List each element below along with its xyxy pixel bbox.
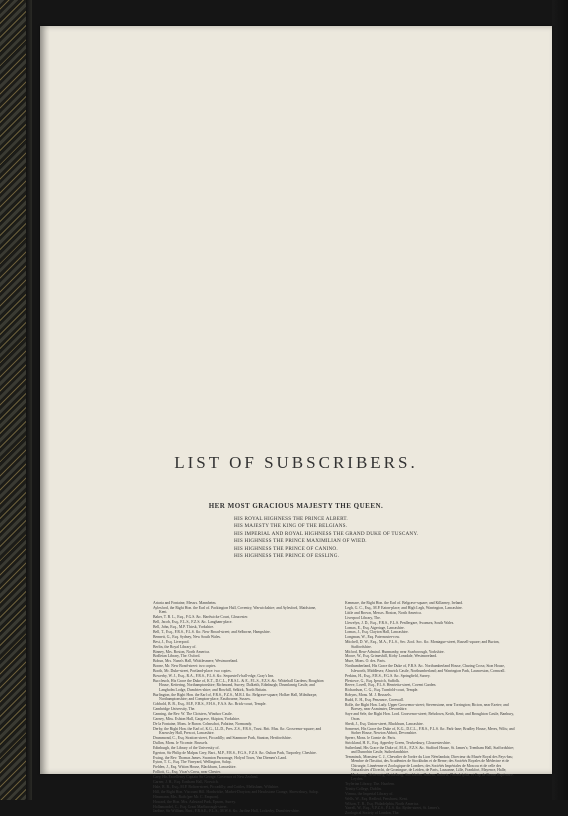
subscriber-entry: Northumberland, His Grace the Duke of, F.R.S. &c. Northumberland House, Charing Cross; Sion House, Isleworth, Middlesex; Alnwick Castle, Northumberland; and Warrington Park, Launceston, Cornwall.: [345, 664, 506, 673]
subscriber-entry: Sutherland, His Grace the Duke of, M.A., F.Z.S. &c. Stafford House, St. James's; Trentham Hall, Staffordshire; and Dunrobin Castle, Sutherlandshire.: [345, 745, 515, 755]
subscriber-entry: Hale, R. B., Esq., M.P. Bolton-street, Piccadilly; and Cottles, Melksham, Wiltshire.: [153, 784, 280, 789]
subscriber-entry: Robyns, Mons. M. J. Brussels.: [345, 693, 392, 698]
subscriber-entry: Richardson, C. G., Esq. Turnfold-court, Temple.: [345, 688, 419, 693]
subscriber-entry: Perkins, H., Esq., F.R.S., F.G.S. &c. Springfield, Surrey.: [345, 673, 431, 678]
royal-subscriber: HIS HIGHNESS THE PRINCE OF ESSLING.: [234, 553, 340, 560]
subscriber-entry: Bell, Jacob, Esq., F.L.S., F.Z.S. &c. Langham-place.: [153, 620, 233, 625]
subscriber-entry: Little and Brown, Messrs. Boston, North America.: [345, 610, 422, 615]
subscriber-entry: Moore, W., Esq. Grimeshill, Kirby Lonsdale, Westmoreland.: [345, 654, 438, 659]
subscriber-entry: Lomax, J., Esq. Clayton Hall, Lancashire.: [345, 630, 409, 635]
subscriber-entry: Rudd, E. H., Esq. Penzance, Cornwall.: [345, 698, 404, 703]
subscriber-entry: Temminck, Monsieur C. J., Chevalier de l'ordre du Lion Néerlandais; Directeur du Musée Royal des Pays-bas; Membre de l'Institut, des Académies de Stockholm et de Berne; des Sociétés Royales de Médecine et de Chirurgie, Linnéenne et Zoologique de Londres; des Sociétés Impériales de Moscou et de celle des Naturalistes d'Utrecht, de Groningue, de Leiden, de Paris, Lausanne, Lille, Frankfort, Mayence, Halle, Marbourg, Wetteravig, Heidelberg, Stockholm, Harlem, Batavia, Philadelphia, et Cap de Bonne Espérance. Leyden.: [345, 755, 514, 782]
subscriber-entry: Vienna, the Imperial Library of.: [345, 791, 394, 796]
subscriber-entry: Reeve, Lovell, Esq., F.L.S. Henrietta-street, Covent Garden.: [345, 683, 437, 688]
subscriber-entry: Wilson, T. B., Esq. Philadelphia, North America.: [345, 801, 420, 806]
subscriber-entry: Derby, the Right Hon. the Earl of, K.G., LL.D., Pres. Z.S., F.R.S., Trust. Brit. Mus. &c. Grosvenor-square; and Knowsley Hall, Prescot, Lancashire.: [153, 726, 322, 735]
subscriber-entry: Hinsmann, Mrs. Bath (per Mr. C. Empson).: [153, 794, 220, 799]
subscriber-entry: Egerton, Sir Philip de Malpas Grey, Bart., M.P., F.R.S., F.G.S., F.Z.S. &c. Oulton Park, Tarporley, Cheshire.: [153, 750, 317, 755]
royal-subscriber: HIS ROYAL HIGHNESS THE PRINCE ALBERT.: [234, 516, 348, 522]
subscriber-entry: Dullon, Mons. le Vicomte. Brussels.: [153, 740, 209, 745]
subscriber-entry: Yarrell, W., Esq., V.P.Z.S., F.L.S. &c. Ryder-street, St. James's.: [345, 806, 441, 811]
subscriber-entry: Folliott, G., Esq. Vicar's Cross, near Chester.: [153, 770, 221, 775]
subscriber-entry: Hill, the Right Hon. Viscount Hill. Hardwicke, Market-Drayton; and Hawkstone Grange, Shrewsbury, Salop.: [153, 789, 319, 794]
subscriber-entry: Liverpool Library, The.: [345, 615, 381, 620]
subscribers-column-left: [153, 601, 325, 814]
subscriber-entry: Carney, Miss. Eshton Hall, Gargrave, Skipton, Yorkshire.: [153, 716, 241, 721]
subscriber-entry: Garner, J. H., Esq. Eastham Hall, Norwich.: [153, 780, 219, 785]
subscriber-entry: Canning, the Rev. W. The Cloisters, Windsor Castle.: [153, 711, 233, 716]
subscriber-entry: Howard, the Hon. Mrs. Ashstead Park, Epsom, Surrey.: [153, 799, 236, 804]
subscriber-entry: Speerr, Mons. le Comte de. Paris.: [345, 735, 396, 740]
subscriber-entry: Somerset, His Grace the Duke of, K.G., D.C.L., F.R.S., F.L.S. &c. Park-lane; Bradley House, Meres, Wilts; and Stober House, Newton Abbott, Devonshire.: [345, 726, 515, 735]
subscribers-column-right: [345, 601, 517, 816]
subscriber-entry: Wells, W., Esq. Redleaf, Penshurst, Kent.: [345, 796, 408, 801]
page-title: LIST OF SUBSCRIBERS.: [174, 453, 418, 472]
royal-subscriber: HIS HIGHNESS THE PRINCE OF CANINO.: [234, 545, 338, 552]
page-fold-shadow: [40, 26, 50, 774]
subscriber-entry: Berlin, the Royal Library of.: [153, 644, 197, 649]
subscriber-entry: Longman, W., Esq. Paternoster-row.: [345, 635, 400, 640]
subscriber-entry: Teylerian Library, The. Haarlem.: [345, 781, 396, 786]
subscriber-entry: Booth, Mr. Duke-street, Portland-place: two copies.: [153, 669, 232, 674]
subscriber-entry: Zoological Society of London, The.: [345, 811, 400, 816]
subscriber-entry: Aylesford, the Right Hon. the Earl of. Packington Hall, Coventry, Warwickshire; and Aylesford, Maidstone, Kent.: [153, 605, 317, 615]
subscriber-entry: Edinburgh, the Library of the University of.: [153, 745, 220, 750]
subscriber-entry: Buccleuch, His Grace the Duke of, K.T., D.C.L., F.R.S.L. & E., F.L.S., F.Z.S. &c. Whitehall Gardens; Boughton House, Kettering, Northamptonshire; Richmond, Surrey; Dalkeith, Edinburgh; Drumlanrig Castle, and Langholm Lodge, Dumfries-shire; and Bowhill, Selkirk, North Britain.: [153, 679, 324, 692]
subscriber-entry: Bowerby, W. J., Esq., R.A., F.R.S., F.L.S. &c. Sequestel's-hall-edge, Gray's Inn.: [153, 674, 275, 679]
subscriber-entry: Trinity College, Dublin.: [345, 786, 382, 791]
subscriber-entry: Bell, John, Esq., M.P. Thirsk, Yorkshire.: [153, 625, 215, 630]
subscriber-entry: Lomax, E., Esq. Aigeriage, Lancashire.: [345, 625, 405, 630]
subscriber-entry: Drummond, C., Esq. Stratton-street, Piccadilly; and Stanmore Park, Stanton, Hertfordshire.: [153, 735, 292, 740]
royal-subscribers-list: [234, 516, 418, 560]
subscriber-entry: Hollamondel, C., Esq. Great Marlborough-street.: [153, 804, 228, 809]
subscriber-entry: Boone, Mr. New Bond-street: two copies.: [153, 664, 217, 669]
subscriber-entry: Jardine, Sir William, Bart., F.R.S.E., F.L.S., M.W.S. &c. Jardine Hall, Lockerby, Dumfries-shire.: [153, 809, 300, 814]
subscriber-entry: Llewelyn, J. D., Esq., F.R.S., F.L.S. Penllergare, Swansea, South Wales.: [345, 620, 455, 625]
book-page: [40, 26, 552, 816]
book-binding: [0, 0, 32, 800]
subscriber-entry: Mitchell, D. W., Esq., M.A., F.L.S., Sec. Zool. Soc. &c. Montague-street, Russell-square; and Burton, Staffordshire.: [345, 640, 500, 649]
subscriber-entry: Bennett, G., Esq. Sydney, New South Wales.: [153, 634, 221, 639]
subscriber-entry: Shedt, J., Esq. Union-street, Blackburn, Lancashire.: [345, 721, 424, 726]
subscriber-entry: Ewing, the Rev. Thomas James. Swanton Parsonage, Holyrd Town, Van Diemen's Land.: [153, 755, 287, 760]
royal-subscriber: HIS MAJESTY THE KING OF THE BELGIANS.: [234, 523, 348, 530]
royal-heading: HER MOST GRACIOUS MAJESTY THE QUEEN.: [208, 502, 384, 510]
subscriber-entry: De la Fontaine, Mons. le Baron. Colmschot, Palatine, Normandy.: [153, 721, 253, 726]
royal-subscriber: HIS HIGHNESS THE PRINCE MAXIMILIAN OF WIED.: [234, 538, 367, 545]
subscriber-entry: Bell, T., Esq., F.R.S., F.L.S. &c. New Broad-street; and Selborne, Hampshire.: [153, 629, 271, 634]
subscriber-entry: Mure, Mons. O. des. Paris.: [345, 659, 386, 664]
subscriber-entry: Baker, T. B. L., Esq., F.G.S. &c. Hardwicke Court, Gloucester.: [153, 615, 249, 620]
subscriber-entry: Kenmare, the Right Hon. the Earl of. Belgrave-square; and Killarney, Ireland.: [345, 601, 464, 605]
subscriber-entry: Cobbold, B. B., Esq., M.P., F.R.S., F.H.S., F.A.S. &c. Brick-court, Temple.: [153, 702, 267, 707]
subscriber-entry: Saye and Sele, the Right Hon. Lord. Grosvenor-street; Belsdown, Keith, Kent; and Broughton Castle, Banbury, Oxon.: [345, 712, 514, 721]
subscriber-entry: Burlington, the Right Hon. the Earl of, F.R.S., F.Z.S., M.R.I. &c. Belgrave-square; Holker Hall, Milnthorpe, Northamptonshire; and Compton-place, Eastbourne, Sussex.: [153, 692, 318, 702]
subscriber-entry: Best, J., Esq. Liverpool.: [153, 639, 190, 644]
subscriber-entry: Fielden, J., Esq. Witton House, Blackburn, Lancashire.: [153, 765, 237, 770]
subscriber-entry: Binney, Mrs. Boston, North America.: [153, 649, 210, 654]
subscriber-entry: Bohun, Mrs. Nunn's Hall, Whittlesmere, Westmoreland.: [153, 659, 239, 664]
subscriber-entry: Plestowe, G., Esq. Ipswich, Suffolk.: [345, 678, 400, 683]
subscriber-entry: Bodleian Library, The. Oxford.: [153, 654, 201, 659]
subscriber-entry: Artaria and Fontaine, Messrs. Mannheim.: [153, 601, 217, 605]
subscriber-entry: Grey, His Excellency Captain Sir George, Governor of New Zealand.: [153, 775, 259, 780]
subscriber-entry: Cambridge University, The.: [153, 706, 196, 711]
subscriber-entry: Rolle, the Right Hon. Lady. Upper Grosvenor-street; Stevenstone, near Torrington; Bicton, near Exeter; and Boesey, near Axminster, Devonshire.: [345, 703, 509, 712]
subscriber-entry: Eyton, T. C., Esq. The Vineyard, Wellington, Salop.: [153, 760, 232, 765]
subscriber-entry: Legh, G. C., Esq., M.P. Eaton-place; and High Legh, Warrington, Lancashire.: [345, 605, 463, 610]
royal-subscriber: HIS IMPERIAL AND ROYAL HIGHNESS THE GRAND DUKE OF TUSCANY.: [234, 530, 419, 537]
book-edge: [552, 0, 568, 800]
subscriber-entry: Mitford, Rear-Admiral. Hunmanby, near Scarborough, Yorkshire.: [345, 649, 445, 654]
subscriber-entry: Strickland, H. E., Esq. Apperley Green, Tewkesbury, Gloucestershire.: [345, 740, 451, 745]
